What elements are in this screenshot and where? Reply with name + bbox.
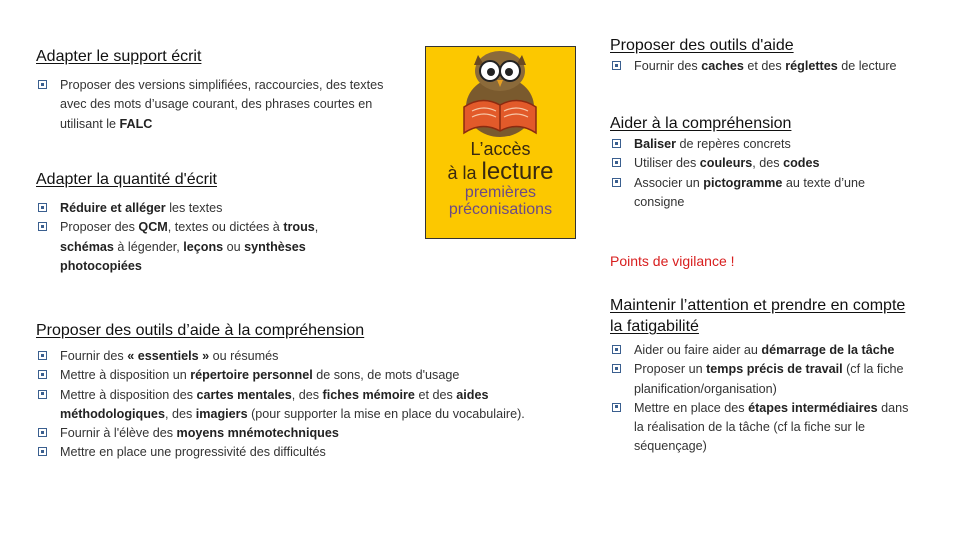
text: au texte d’une consigne <box>634 175 866 209</box>
bold-text: synthèses photocopiées <box>60 239 306 273</box>
checkbox-bullet-icon <box>38 428 47 437</box>
text: , textes ou dictées à <box>167 220 284 235</box>
bullet-list <box>610 135 910 212</box>
bold-text: répertoire personnel <box>190 368 313 383</box>
bullet-list <box>610 57 950 76</box>
text: , <box>314 220 319 235</box>
list-item <box>36 218 366 276</box>
section-title: Aider à la compréhension <box>610 115 792 132</box>
list-item <box>36 424 556 443</box>
text: Proposer des versions simplifiées, raccourcies, des textes avec des mots d’usage courant, des phrases courtes en utilisant le <box>60 78 384 131</box>
owl-reading-book-icon <box>450 49 550 141</box>
text: à légender, <box>113 239 184 254</box>
section-title: Proposer des outils d'aide <box>610 37 794 54</box>
poster-line-2a: à la <box>447 163 482 183</box>
section-adapter-support <box>36 48 406 134</box>
checkbox-bullet-icon <box>612 178 621 187</box>
checkbox-bullet-icon <box>38 390 47 399</box>
checkbox-bullet-icon <box>38 222 47 231</box>
section-outils-aide <box>610 37 950 76</box>
checkbox-bullet-icon <box>612 158 621 167</box>
poster-line-3: premières <box>464 184 537 201</box>
bold-text: réglettes <box>785 59 838 73</box>
bold-text: cartes mentales <box>196 387 292 402</box>
text: de sons, de mots d'usage <box>312 368 460 383</box>
poster-subtitle <box>426 184 575 218</box>
list-item <box>610 341 915 360</box>
list-item <box>36 76 406 134</box>
checkbox-bullet-icon <box>38 370 47 379</box>
bold-text: leçons <box>183 239 224 254</box>
bold-text: Baliser <box>634 137 677 151</box>
bold-text: démarrage de la tâche <box>761 343 895 357</box>
bold-text: codes <box>783 156 820 171</box>
text: Associer un <box>634 175 704 190</box>
section-maintenir-attention <box>610 295 915 457</box>
bold-text: couleurs <box>699 156 753 171</box>
text: Mettre à disposition un <box>60 368 191 383</box>
bold-text: FALC <box>119 116 153 131</box>
section-title: Proposer des outils d’aide à la compréhension <box>36 322 365 339</box>
section-outils-comprehension <box>36 322 556 463</box>
text: , des <box>164 406 196 421</box>
bold-text: caches <box>701 59 744 73</box>
poster-line-4: préconisations <box>448 201 553 218</box>
text: Proposer des <box>60 220 139 235</box>
list-item <box>610 399 915 457</box>
bold-text: Réduire et alléger <box>60 201 166 215</box>
list-item <box>36 443 556 462</box>
list-item <box>36 347 556 366</box>
text: les textes <box>165 201 223 215</box>
list-item <box>610 360 915 399</box>
checkbox-bullet-icon <box>612 345 621 354</box>
poster-line-2 <box>426 158 575 186</box>
bold-text: étapes intermédiaires <box>748 400 878 415</box>
bold-text: temps précis de travail <box>706 362 843 377</box>
list-item <box>36 386 556 425</box>
bullet-list <box>36 347 556 463</box>
text: Aider ou faire aider au <box>634 343 762 357</box>
checkbox-bullet-icon <box>38 203 47 212</box>
text: Mettre en place des <box>634 400 749 415</box>
text: Mettre en place une progressivité des difficultés <box>60 445 326 460</box>
text: ou <box>223 239 245 254</box>
text: Proposer un <box>634 362 707 377</box>
list-item <box>36 366 556 385</box>
checkbox-bullet-icon <box>612 139 621 148</box>
bullet-list <box>610 341 915 457</box>
poster-line-2b: lecture <box>481 158 554 185</box>
text: (pour supporter la mise en place du vocabulaire). <box>247 406 525 421</box>
text: (cf la fiche planification/organisation) <box>634 362 904 396</box>
text: dans la réalisation de la tâche (cf la fiche sur le séquençage) <box>634 400 909 454</box>
text: et des <box>414 387 457 402</box>
poster-line-1: L’accès <box>470 139 531 159</box>
checkbox-bullet-icon <box>38 80 47 89</box>
bold-text: trous <box>283 220 315 235</box>
bold-text: fiches mémoire <box>322 387 415 402</box>
text: Fournir des <box>60 349 128 363</box>
text: Utiliser des <box>634 156 700 171</box>
bullet-list <box>36 199 366 276</box>
list-item <box>610 174 910 213</box>
section-title: Adapter la quantité d'écrit <box>36 171 217 188</box>
text: ou résumés <box>209 349 279 363</box>
bold-text: aides méthodologiques <box>60 387 489 421</box>
checkbox-bullet-icon <box>38 447 47 456</box>
text: , des <box>752 156 784 171</box>
bullet-list <box>36 76 406 134</box>
checkbox-bullet-icon <box>612 403 621 412</box>
checkbox-bullet-icon <box>612 364 621 373</box>
bold-text: imagiers <box>195 406 248 421</box>
text: de repères concrets <box>676 137 791 151</box>
text: de lecture <box>837 59 897 73</box>
bold-text: moyens mnémotechniques <box>176 426 339 441</box>
text: et des <box>743 59 786 73</box>
list-item <box>36 199 366 218</box>
checkbox-bullet-icon <box>612 61 621 70</box>
text: , des <box>291 387 323 402</box>
section-title: Adapter le support écrit <box>36 48 202 65</box>
bold-text: schémas <box>60 239 114 254</box>
text: Fournir à l'élève des <box>60 426 177 441</box>
list-item <box>610 154 910 173</box>
poster-acces-lecture <box>425 46 576 239</box>
section-adapter-quantite <box>36 171 366 276</box>
checkbox-bullet-icon <box>38 351 47 360</box>
section-title: Maintenir l’attention et prendre en compte la fatigabilité <box>610 297 906 335</box>
bold-text: pictogramme <box>703 175 783 190</box>
section-aider-comprehension <box>610 115 910 212</box>
vigilance-label: Points de vigilance ! <box>610 253 735 269</box>
text: Fournir des <box>634 59 702 73</box>
bold-text: « essentiels » <box>127 349 210 363</box>
text: Mettre à disposition des <box>60 387 197 402</box>
list-item <box>610 57 950 76</box>
bold-text: QCM <box>138 220 168 235</box>
list-item <box>610 135 910 154</box>
